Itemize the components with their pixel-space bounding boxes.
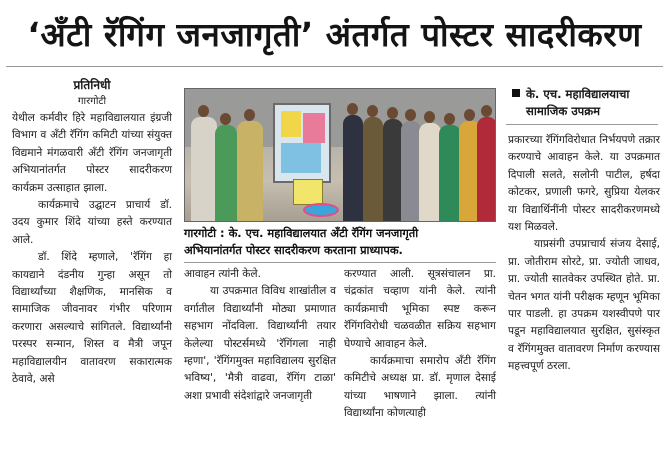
column-1 (12, 110, 172, 389)
col2-para-2: या उपक्रमात विविध शाखांतील व वर्गातील विद्यार्थ्यांनी मोठ्या प्रमाणात सहभाग नोंदविला. विद्यार्थ्यांनी तयार केलेल्या पोस्टर्समध्ये 'रॅगिंगला नाही म्हणा', 'रॅगिंगमुक्त महाविद्यालय सुरक्षित भविष्य', 'मैत्री वाढवा, रॅगिंग टाळा' अशा प्रभावी संदेशांद्वारे जनजागृती (184, 285, 336, 402)
headline: ‘अँटी रॅगिंग जनजागृती’ अंतर्गत पोस्टर सादरीकरण (27, 15, 642, 54)
caption-rule (184, 262, 496, 263)
col4-para-1: प्रकारच्या रॅगिंगविरोधात निर्भयपणे तक्रार करण्याचे आवाहन केले. या उपक्रमात दिपाली सलते, सलोनी पाटील, हर्षदा कोटकर, प्रणाली फगरे, सुप्रिया येलकर या विद्यार्थिनींनी पोस्टर सादरीकरणमध्ये यश मिळवले. (508, 134, 660, 234)
side-rule (506, 124, 658, 125)
caption-line-1: गारगोटी : के. एच. महाविद्यालयात अँटी रॅगिंग जनजागृती (184, 226, 419, 240)
col3-para-1: करण्यात आली. सूत्रसंचालन प्रा. चंद्रकांत चव्हाण यांनी केले. त्यांनी कार्यक्रमाची भूमिका स्पष्ट करून रॅगिंगविरोधी चळवळीत सक्रिय सहभाग घेण्याचे आवाहन केले. (344, 268, 496, 350)
side-heading (512, 86, 660, 120)
article-photo (184, 88, 496, 222)
column-2 (184, 266, 336, 405)
headline-rule (6, 66, 663, 67)
col2-para-1: आवाहन त्यांनी केले. (184, 268, 261, 280)
col1-para-3: डॉ. शिंदे म्हणाले, 'रॅगिंग हा कायद्याने दंडनीय गुन्हा असून तो विद्यार्थ्यांच्या शैक्षणिक, मानसिक व सामाजिक जीवनावर गंभीर परिणाम करणारा असल्याचे सांगितले. विद्यार्थ्यांनी परस्पर सन्मान, शिस्त व मैत्री जपून महाविद्यालयीन वातावरण सकारात्मक ठेवावे, असे (12, 251, 172, 386)
col1-para-1: येथील कर्मवीर हिरे महाविद्यालयात इंग्रजी विभाग व अँटी रॅगिंग कमिटी यांच्या संयुक्त विद्यमाने मंगळवारी अँटी रॅगिंग जनजागृती अभियानांतर्गत पोस्टर सादरीकरण कार्यक्रम उत्साहात झाला. (12, 112, 172, 194)
photo-caption (184, 225, 496, 259)
side-heading-line-1: के. एच. महाविद्यालयाचा (526, 87, 630, 101)
column-4 (508, 132, 660, 376)
byline (12, 76, 172, 109)
col1-para-2: कार्यक्रमाचे उद्घाटन प्राचार्य डॉ. उदय कुमार शिंदे यांच्या हस्ते करण्यात आले. (12, 199, 172, 246)
caption-line-2: अभियानांतर्गत पोस्टर सादरीकरण करताना प्राध्यापक. (184, 243, 403, 257)
col4-para-2: याप्रसंगी उपप्राचार्य संजय देसाई, प्रा. जोतीराम सोरटे, प्रा. ज्योती जाधव, प्रा. ज्योती सातवेकर उपस्थित होते. प्रा. चेतन भगत यांनी परीक्षक म्हणून भूमिका पार पाडली. हा उपक्रम यशस्वीपणे पार पडून महाविद्यालयात सुरक्षित, सुसंस्कृत व रॅगिंगमुक्त वातावरण निर्माण करण्यास महत्त्वपूर्ण ठरला. (508, 238, 660, 373)
col3-para-2: कार्यक्रमाचा समारोप अँटी रॅगिंग कमिटीचे अध्यक्ष प्रा. डॉ. मृणाल देसाई यांच्या भाषणाने झाला. त्यांनी विद्यार्थ्यांना कोणत्याही (344, 355, 496, 420)
side-heading-line-2: सामाजिक उपक्रम (526, 104, 601, 118)
column-3 (344, 266, 496, 423)
byline-place: गारगोटी (77, 96, 107, 107)
bullet-square-icon (512, 89, 520, 97)
byline-name: प्रतिनिधी (73, 78, 111, 92)
